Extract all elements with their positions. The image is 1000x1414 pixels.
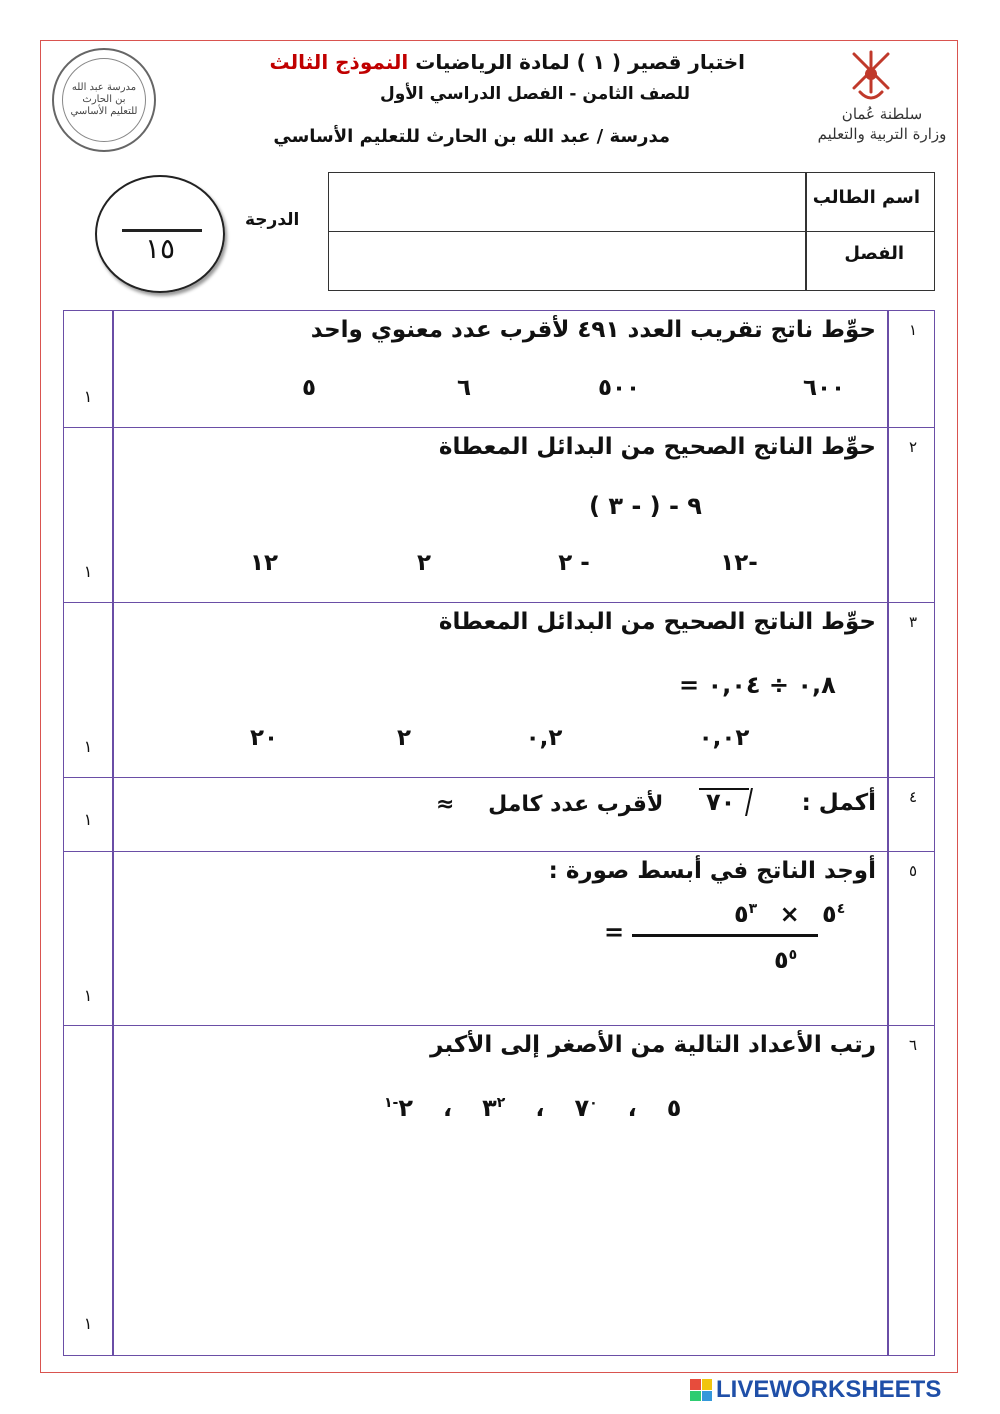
numbers-list xyxy=(384,1094,681,1122)
list-separator: ، xyxy=(443,1094,453,1122)
option-2[interactable]: - ٢ xyxy=(558,550,590,576)
score-total: ١٥ xyxy=(144,232,176,265)
approx-symbol: ≈ xyxy=(436,792,455,817)
list-separator: ، xyxy=(627,1094,637,1122)
times-symbol: × xyxy=(779,900,800,928)
option-4[interactable]: ٥ xyxy=(301,375,317,401)
list-item: $٣^٢$ xyxy=(482,1094,506,1122)
question-mark: ١ xyxy=(83,387,93,406)
list-item: $٢^{-١}$ xyxy=(384,1094,414,1122)
question-prompt: حوِّط الناتج الصحيح من البدائل المعطاة xyxy=(438,434,876,460)
list-separator: ، xyxy=(535,1094,545,1122)
question-5 xyxy=(63,851,935,1026)
option-4[interactable]: ١٢ xyxy=(249,550,279,576)
question-expression: ٩ - ( - ٣ ) xyxy=(589,492,702,520)
question-prompt: حوِّط الناتج الصحيح من البدائل المعطاة xyxy=(438,609,876,635)
denominator: $٥^٥$ xyxy=(774,946,798,974)
option-3[interactable]: ٢ xyxy=(416,550,432,576)
info-divider xyxy=(805,173,807,290)
numerator-term-1: $٥^٤$ xyxy=(822,900,846,928)
option-1[interactable]: -١٢ xyxy=(720,550,758,576)
student-name-row xyxy=(329,173,934,232)
liveworksheets-logo[interactable] xyxy=(690,1376,941,1404)
option-2[interactable]: ٥٠٠ xyxy=(597,375,641,401)
question-4 xyxy=(63,777,935,852)
score-circle xyxy=(95,175,225,293)
oman-emblem-icon xyxy=(846,48,896,106)
class-row xyxy=(329,231,934,289)
school-name: مدرسة / عبد الله بن الحارث للتعليم الأساسي xyxy=(273,126,670,147)
question-prompt: أوجد الناتج في أبسط صورة : xyxy=(548,858,876,884)
question-expression: ٠,٨ ÷ ٠,٠٤ = xyxy=(679,671,836,699)
title-main: اختبار قصير ( ١ ) لمادة الرياضيات xyxy=(415,50,745,74)
option-1[interactable]: ٦٠٠ xyxy=(802,375,846,401)
suffix-text: لأقرب عدد كامل xyxy=(488,792,664,817)
brand-icon xyxy=(690,1379,712,1401)
list-item: $٧^٠$ xyxy=(574,1094,598,1122)
question-1 xyxy=(63,310,935,428)
seal-text: مدرسة عبد الله بن الحارث للتعليم الأساسي xyxy=(62,58,146,142)
question-suffix xyxy=(436,792,663,817)
equals-sign: = xyxy=(604,918,625,946)
school-seal xyxy=(52,48,156,152)
question-prompt: أكمل : xyxy=(801,790,876,816)
grade-term: للصف الثامن - الفصل الدراسي الأول xyxy=(379,84,690,104)
radicand: ٧٠ xyxy=(706,788,736,816)
student-name-field[interactable] xyxy=(339,187,799,217)
numerator-term-2: $٥^٣$ xyxy=(734,900,758,928)
question-2 xyxy=(63,427,935,603)
list-item: ٥ xyxy=(666,1094,682,1122)
sqrt-expression xyxy=(702,788,741,816)
option-3[interactable]: ٦ xyxy=(456,375,472,401)
question-mark: ١ xyxy=(83,562,93,581)
option-1[interactable]: ٠,٠٢ xyxy=(698,725,750,751)
radical-icon xyxy=(702,788,741,816)
brand-text: LIVEWORKSHEETS xyxy=(716,1376,942,1403)
question-number: ٣ xyxy=(908,613,918,631)
question-prompt: رتب الأعداد التالية من الأصغر إلى الأكبر xyxy=(430,1032,876,1058)
option-3[interactable]: ٢ xyxy=(396,725,412,751)
question-mark: ١ xyxy=(83,1314,93,1333)
ministry-line-1: سلطنة عُمان xyxy=(841,105,923,123)
student-name-label: اسم الطالب xyxy=(812,187,920,208)
question-number: ٢ xyxy=(908,438,918,456)
question-number: ٦ xyxy=(908,1036,918,1054)
grade-label: الدرجة xyxy=(245,210,300,230)
question-mark: ١ xyxy=(83,986,93,1005)
option-2[interactable]: ٠,٢ xyxy=(525,725,563,751)
ministry-name xyxy=(812,104,952,144)
question-number: ٤ xyxy=(908,788,918,806)
question-prompt: حوِّط ناتج تقريب العدد ٤٩١ لأقرب عدد معنوي واحد xyxy=(310,317,876,343)
question-number: ٥ xyxy=(908,862,918,880)
question-mark: ١ xyxy=(83,810,93,829)
page-title xyxy=(215,50,745,74)
question-6 xyxy=(63,1025,935,1356)
numerator xyxy=(734,900,845,928)
question-3 xyxy=(63,602,935,778)
option-4[interactable]: ٢٠ xyxy=(249,725,279,751)
student-info-table xyxy=(328,172,935,291)
question-mark: ١ xyxy=(83,737,93,756)
fraction-bar xyxy=(632,934,818,937)
question-number: ١ xyxy=(908,321,918,339)
title-model: النموذج الثالث xyxy=(269,50,409,74)
class-field[interactable] xyxy=(339,245,799,275)
class-label: الفصل xyxy=(844,243,904,264)
ministry-line-2: وزارة التربية والتعليم xyxy=(817,125,947,143)
